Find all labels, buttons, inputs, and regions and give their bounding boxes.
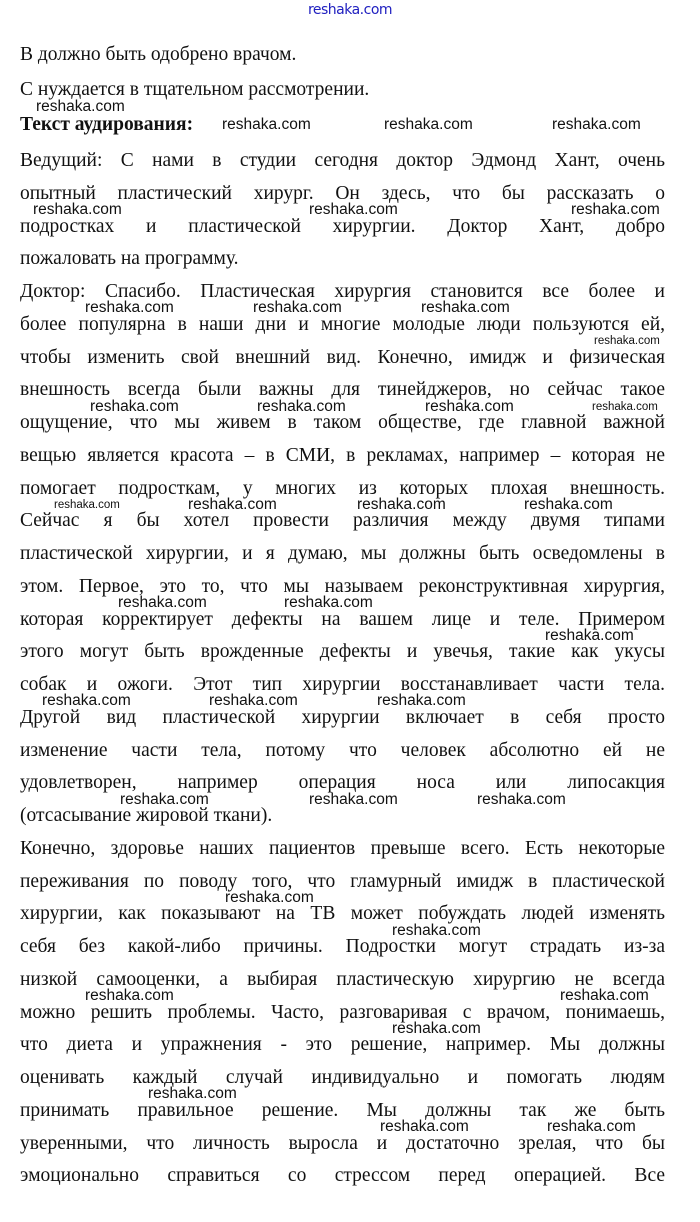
watermark: reshaka.com	[571, 201, 660, 219]
text-line: Конечно, здоровье наших пациентов превыше всего. Есть некоторые	[20, 837, 665, 859]
text-line: более популярна в наши дни и многие молодые люди пользуются ей,	[20, 313, 665, 335]
text-line: чтобы изменить свой внешний вид. Конечно, имидж и физическая	[20, 346, 665, 368]
watermark: reshaka.com	[594, 335, 660, 348]
watermark: reshaka.com	[222, 116, 311, 133]
text-line: изменение части тела, потому что человек абсолютно ей не	[20, 739, 665, 761]
watermark: reshaka.com	[148, 1085, 237, 1103]
watermark: reshaka.com	[560, 987, 649, 1005]
text-line: уверенными, что личность выросла и достаточно зрелая, что бы	[20, 1132, 665, 1154]
text-line: что диета и упражнения - это решение, например. Мы должны	[20, 1034, 665, 1056]
watermark: reshaka.com	[225, 888, 314, 906]
watermark: reshaka.com	[253, 299, 342, 317]
text-line: внешность всегда были важны для тинейджеров, но сейчас такое	[20, 379, 665, 401]
text-line: опытный пластический хирург. Он здесь, что бы рассказать о	[20, 182, 665, 204]
watermark: reshaka.com	[42, 692, 131, 710]
text-line: Другой вид пластической хирургии включает в себя просто	[20, 706, 665, 728]
watermark: reshaka.com	[392, 1019, 481, 1037]
text-line: этого могут быть врожденные дефекты и увечья, такие как укусы	[20, 641, 665, 663]
text-line: помогает подросткам, у многих из которых плохая внешность.	[20, 477, 665, 499]
text-line: себя без какой-либо причины. Подростки могут страдать из-за	[20, 936, 665, 957]
watermark: reshaka.com	[85, 987, 174, 1005]
site-watermark-header: reshaka.com	[307, 2, 393, 18]
watermark: reshaka.com	[85, 299, 174, 317]
watermark: reshaka.com	[118, 594, 207, 612]
text-line: низкой самооценки, а выбирая пластическую хирургию не всегда	[20, 968, 665, 990]
watermark: reshaka.com	[524, 495, 613, 513]
option-c: С нуждается в тщательном рассмотрении.	[20, 79, 370, 100]
option-b: В должно быть одобрено врачом.	[20, 44, 297, 65]
text-line: собак и ожоги. Этот тип хирургии восстанавливает части тела.	[20, 674, 665, 695]
watermark: reshaka.com	[477, 790, 566, 808]
watermark: reshaka.com	[392, 921, 481, 939]
watermark: reshaka.com	[36, 98, 125, 115]
watermark: reshaka.com	[209, 692, 298, 710]
text-line: оценивать каждый случай индивидуально и помогать людям	[20, 1067, 665, 1088]
section-heading: Текст аудирования:	[20, 114, 194, 135]
watermark: reshaka.com	[592, 400, 658, 413]
text-line: этом. Первое, это то, что мы называем реконструктивная хирургия,	[20, 575, 665, 597]
watermark: reshaka.com	[188, 495, 277, 513]
watermark: reshaka.com	[421, 299, 510, 317]
watermark: reshaka.com	[547, 1118, 636, 1136]
watermark: reshaka.com	[284, 594, 373, 612]
text-line: удовлетворен, например операция носа или липосакция	[20, 772, 665, 794]
watermark: reshaka.com	[257, 397, 346, 415]
text-line: (отсасывание жировой ткани).	[20, 805, 273, 826]
text-line: переживания по поводу того, что гламурный имидж в пластической	[20, 870, 665, 892]
watermark: reshaka.com	[425, 397, 514, 415]
text-line: пожаловать на программу.	[20, 248, 239, 270]
watermark: reshaka.com	[377, 692, 466, 710]
text-line: подростках и пластической хирургии. Доктор Хант, добро	[20, 215, 665, 237]
watermark: reshaka.com	[90, 397, 179, 415]
text-line: Сейчас я бы хотел провести различия между двумя типами	[20, 510, 665, 532]
text-line: хирургии, как показывают на ТВ может побуждать людей изменять	[20, 903, 665, 925]
text-line: эмоционально справиться со стрессом перед операцией. Все	[20, 1165, 665, 1187]
watermark: reshaka.com	[309, 790, 398, 808]
watermark: reshaka.com	[357, 495, 446, 513]
text-line: можно решить проблемы. Часто, разговаривая с врачом, понимаешь,	[20, 1001, 665, 1023]
watermark: reshaka.com	[380, 1118, 469, 1136]
text-line: принимать правильное решение. Мы должны так же быть	[20, 1099, 665, 1121]
watermark: reshaka.com	[309, 201, 398, 219]
watermark: reshaka.com	[33, 201, 122, 219]
text-line: Доктор: Спасибо. Пластическая хирургия становится все более и	[20, 281, 665, 302]
text-line: которая корректирует дефекты на вашем лице и теле. Примером	[20, 608, 665, 630]
watermark: reshaka.com	[552, 116, 641, 133]
watermark: reshaka.com	[384, 116, 473, 133]
text-line: ощущение, что мы живем в таком обществе, где главной важной	[20, 412, 665, 433]
watermark: reshaka.com	[545, 626, 634, 644]
watermark: reshaka.com	[54, 498, 120, 511]
text-line: пластической хирургии, и я думаю, мы должны быть осведомлены в	[20, 543, 665, 564]
text-line: Ведущий: С нами в студии сегодня доктор Эдмонд Хант, очень	[20, 150, 665, 171]
text-line: вещью является красота – в СМИ, в рекламах, например – которая не	[20, 444, 665, 466]
watermark: reshaka.com	[120, 790, 209, 808]
